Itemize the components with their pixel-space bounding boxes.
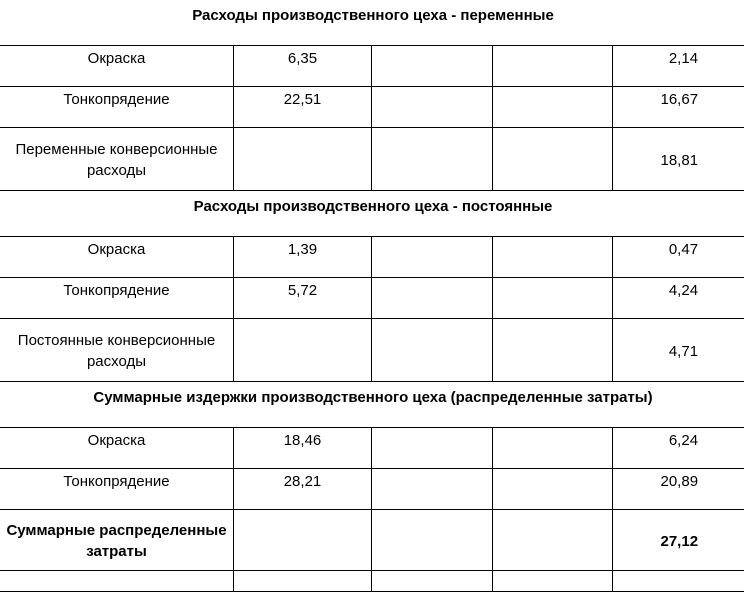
section-title: Расходы производственного цеха - постоянные bbox=[0, 191, 744, 237]
row-label: Тонкопрядение bbox=[0, 278, 234, 319]
cell-value-4: 27,12 bbox=[613, 510, 744, 571]
empty-cell bbox=[493, 571, 613, 592]
empty-cell bbox=[372, 319, 493, 382]
row-label: Тонкопрядение bbox=[0, 87, 234, 128]
empty-cell bbox=[372, 46, 493, 87]
cell-value-4: 0,47 bbox=[613, 237, 744, 278]
row-label: Переменные конверсионные расходы bbox=[0, 128, 234, 191]
cell-value-1: 6,35 bbox=[234, 46, 372, 87]
cell-value-1: 1,39 bbox=[234, 237, 372, 278]
empty-cell bbox=[613, 571, 744, 592]
empty-cell bbox=[372, 87, 493, 128]
empty-cell bbox=[372, 428, 493, 469]
table-row bbox=[0, 46, 744, 87]
empty-cell bbox=[372, 237, 493, 278]
empty-cell bbox=[493, 278, 613, 319]
cell-value-1 bbox=[234, 319, 372, 382]
row-label: Окраска bbox=[0, 237, 234, 278]
empty-cell bbox=[372, 571, 493, 592]
section-header-row bbox=[0, 191, 744, 237]
cell-value-1: 22,51 bbox=[234, 87, 372, 128]
table-row bbox=[0, 469, 744, 510]
empty-cell bbox=[493, 46, 613, 87]
table-row bbox=[0, 428, 744, 469]
table-row bbox=[0, 510, 744, 571]
empty-cell bbox=[372, 128, 493, 191]
table-row bbox=[0, 319, 744, 382]
cell-value-4: 6,24 bbox=[613, 428, 744, 469]
row-label: Тонкопрядение bbox=[0, 469, 234, 510]
cell-value-1: 28,21 bbox=[234, 469, 372, 510]
empty-cell bbox=[0, 571, 234, 592]
row-label: Окраска bbox=[0, 46, 234, 87]
section-title: Расходы производственного цеха - переменные bbox=[0, 0, 744, 46]
cell-value-1: 5,72 bbox=[234, 278, 372, 319]
empty-cell bbox=[493, 510, 613, 571]
table-row bbox=[0, 278, 744, 319]
empty-cell bbox=[493, 237, 613, 278]
empty-cell bbox=[493, 87, 613, 128]
cell-value-4: 20,89 bbox=[613, 469, 744, 510]
table-row-partial bbox=[0, 571, 744, 592]
table-row bbox=[0, 87, 744, 128]
row-label: Суммарные распределенные затраты bbox=[0, 510, 234, 571]
empty-cell bbox=[493, 469, 613, 510]
cell-value-4: 18,81 bbox=[613, 128, 744, 191]
row-label: Постоянные конверсионные расходы bbox=[0, 319, 234, 382]
empty-cell bbox=[493, 428, 613, 469]
empty-cell bbox=[372, 469, 493, 510]
cell-value-4: 16,67 bbox=[613, 87, 744, 128]
section-header-row bbox=[0, 382, 744, 428]
cell-value-4: 2,14 bbox=[613, 46, 744, 87]
section-header-row bbox=[0, 0, 744, 46]
cell-value-4: 4,24 bbox=[613, 278, 744, 319]
cell-value-1 bbox=[234, 128, 372, 191]
cell-value-1 bbox=[234, 510, 372, 571]
empty-cell bbox=[372, 278, 493, 319]
section-title: Суммарные издержки производственного цеха (распределенные затраты) bbox=[0, 382, 744, 428]
table-row bbox=[0, 237, 744, 278]
empty-cell bbox=[493, 128, 613, 191]
cell-value-4: 4,71 bbox=[613, 319, 744, 382]
empty-cell bbox=[372, 510, 493, 571]
empty-cell bbox=[234, 571, 372, 592]
empty-cell bbox=[493, 319, 613, 382]
cell-value-1: 18,46 bbox=[234, 428, 372, 469]
table-row bbox=[0, 128, 744, 191]
row-label: Окраска bbox=[0, 428, 234, 469]
